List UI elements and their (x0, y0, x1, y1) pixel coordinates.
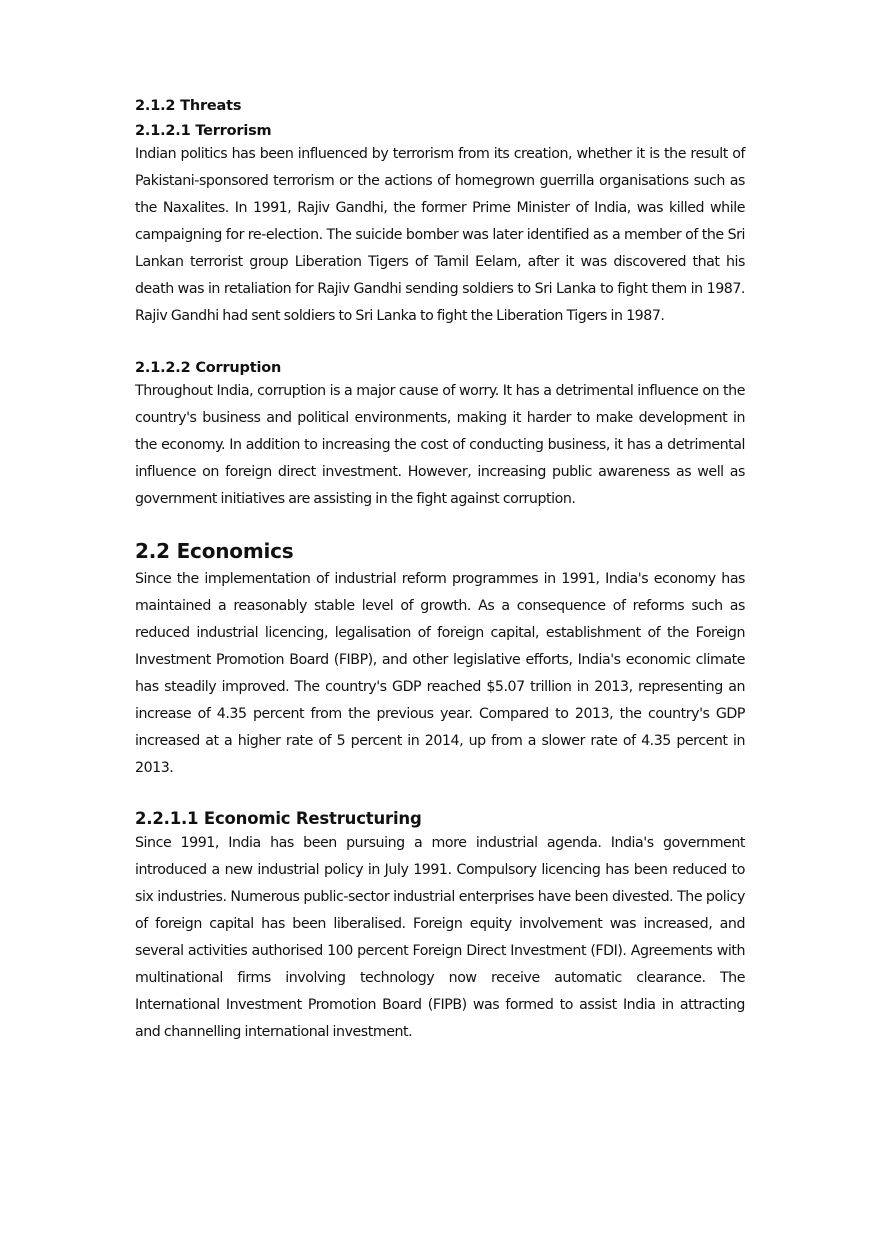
subsection-heading-corruption: 2.1.2.2 Corruption (135, 360, 282, 376)
paragraph-corruption: Throughout India, corruption is a major cause of worry. It has a detrimental influence on the country's business and political environments, making it harder to make development in the economy. In addition to increasing the cost of conducting business, it has a detrimental influence on foreign direct investment. However, increasing public awareness as well as government initiatives are assisting in the fight against corruption. (135, 383, 745, 507)
paragraph-economics: Since the implementation of industrial reform programmes in 1991, India's economy has maintained a reasonably stable level of growth. As a consequence of reforms such as reduced industrial licencing, legalisation of foreign capital, establishment of the Foreign Investment Promotion Board (FIBP), and other legislative efforts, India's economic climate has steadily improved. The country's GDP reached $5.07 trillion in 2013, representing an increase of 4.35 percent from the previous year. Compared to 2013, the country's GDP increased at a higher rate of 5 percent in 2014, up from a slower rate of 4.35 percent in 2013. (135, 571, 745, 776)
subsection-heading-terrorism: 2.1.2.1 Terrorism (135, 123, 272, 139)
document-page (135, 96, 745, 1046)
paragraph-economic-restructuring: Since 1991, India has been pursuing a more industrial agenda. India's government introduced a new industrial policy in July 1991. Compulsory licencing has been reduced to six industries. Numerous public-sector industrial enterprises have been divested. The policy of foreign capital has been liberalised. Foreign equity involvement was increased, and several activities authorised 100 percent Foreign Direct Investment (FDI). Agreements with multinational firms involving technology now receive automatic clearance. The International Investment Promotion Board (FIPB) was formed to assist India in attracting and channelling international investment. (135, 835, 745, 1040)
section-heading-threats: 2.1.2 Threats (135, 98, 242, 114)
paragraph-terrorism: Indian politics has been influenced by terrorism from its creation, whether it is the result of Pakistani-sponsored terrorism or the actions of homegrown guerrilla organisations such as the Naxalites. In 1991, Rajiv Gandhi, the former Prime Minister of India, was killed while campaigning for re-election. The suicide bomber was later identified as a member of the Sri Lankan terrorist group Liberation Tigers of Tamil Eelam, after it was discovered that his death was in retaliation for Rajiv Gandhi sending soldiers to Sri Lanka to fight them in 1987. Rajiv Gandhi had sent soldiers to Sri Lanka to fight the Liberation Tigers in 1987. (135, 146, 745, 324)
subsection-heading-economic-restructuring: 2.2.1.1 Economic Restructuring (135, 809, 422, 828)
section-heading-economics: 2.2 Economics (135, 539, 294, 563)
